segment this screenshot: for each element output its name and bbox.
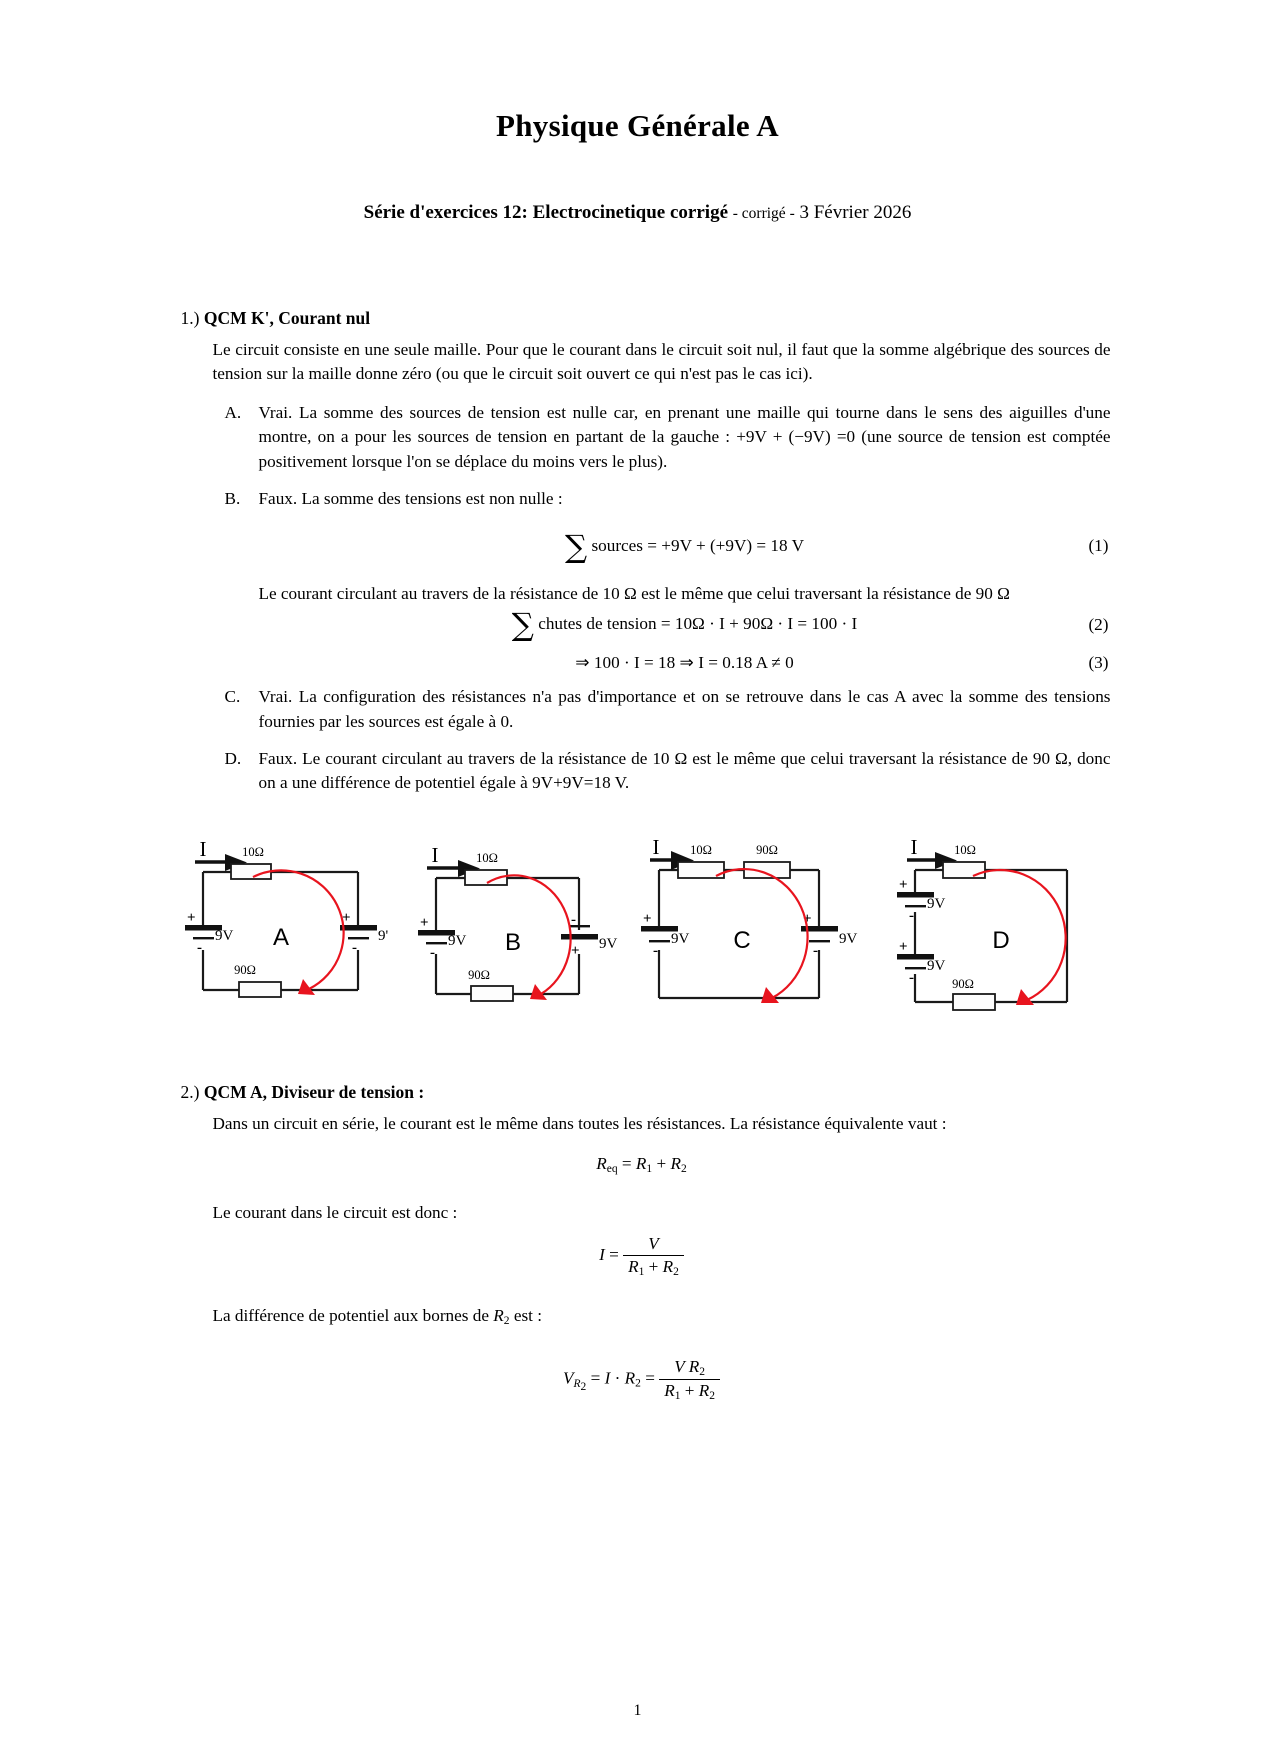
- circuit-c-resistor-1-label: 10Ω: [689, 842, 712, 857]
- choice-a-marker: A.: [224, 402, 242, 422]
- equation-2-number: (2): [1088, 614, 1109, 634]
- page-title: Physique Générale A: [496, 108, 779, 143]
- choice-a-text: Vrai. La somme des sources de tension est nulle car, en prenant une maille qui tourne dans le sens des aiguilles d'une montre, on a pour les sources de tension en partant de la gauche : +9V + (−9V) =0 (une source de tension est comptée positivement lorsque l'on se déplace du moins vers le plus).: [258, 402, 1111, 471]
- circuit-a-resistor-bottom-label: 90Ω: [233, 962, 256, 977]
- circuit-d-wires: [915, 870, 1067, 1002]
- plus-sign-icon: +: [570, 942, 580, 959]
- choice-c-text: Vrai. La configuration des résistances n'a pas d'importance et on se retrouve dans le cas A avec la somme des tensions fournies par les sources est égale à 0.: [258, 687, 1111, 731]
- circuit-b-resistor-top-label: 10Ω: [475, 850, 498, 865]
- question-1-number: 1.): [180, 308, 200, 328]
- choice-a: [221, 401, 1111, 474]
- circuit-d-loop-arrow: [973, 870, 1066, 1005]
- equation-req-row: [171, 1154, 1113, 1175]
- circuit-c-battery-left-value: 9V: [670, 930, 689, 947]
- circuit-b-battery-right-value: 9V: [598, 935, 617, 952]
- fraction-i: $\frac{V}{R_1 + R_2}$: [623, 1234, 684, 1278]
- plus-sign-icon: +: [642, 910, 652, 927]
- circuit-a-battery-right-value: 9': [377, 927, 388, 944]
- fraction-vr2: $\frac{V R_2}{R_1 + R_2}$: [659, 1357, 720, 1402]
- minus-sign-icon: -: [812, 942, 818, 959]
- plus-sign-icon: +: [898, 938, 908, 955]
- circuit-b: [401, 830, 631, 1030]
- circuit-a-resistor-top-label: 10Ω: [241, 844, 264, 859]
- circuit-b-current-label: I: [431, 842, 438, 867]
- circuit-c: [624, 830, 874, 1030]
- circuit-a-current-label: I: [199, 836, 206, 861]
- equation-3-row: [259, 651, 1111, 675]
- choice-c: [221, 685, 1111, 734]
- choice-b-marker: B.: [224, 489, 241, 509]
- circuit-a-battery-left: [185, 910, 234, 956]
- circuit-d-resistor-bottom-label: 90Ω: [951, 976, 974, 991]
- equation-2-rhs: = 10Ω · I + 90Ω · I = 100 · I: [660, 614, 858, 634]
- question-1-intro: Le circuit consiste en une seule maille. Pour que le courant dans le circuit soit nul, il faut que la somme algébrique des sources de tension sur la maille donne zéro (ou que le circuit soit ouvert ce qui n'est pas le cas ici).: [212, 340, 1111, 384]
- circuit-b-resistor-bottom: [471, 986, 513, 1001]
- subtitle-date: 3 Février 2026: [799, 202, 912, 223]
- subtitle-main: Série d'exercices 12: Electrocinetique corrigé: [363, 202, 729, 223]
- question-2-tail-text: La différence de potentiel aux bornes de $R_2$ est :: [212, 1305, 542, 1327]
- choice-b: [221, 487, 1111, 675]
- circuit-c-resistor-2-label: 90Ω: [755, 842, 778, 857]
- equation-vr2: $V_{R_2} = I \cdot R_2$ = $\frac{V R_2}{R_1 + R_2}$: [171, 1357, 1113, 1402]
- plus-sign-icon: +: [802, 910, 812, 927]
- plus-sign-icon: +: [186, 909, 196, 926]
- circuit-figures: [159, 830, 1159, 1030]
- minus-sign-icon: -: [196, 939, 202, 956]
- minus-sign-icon: -: [351, 939, 357, 956]
- equation-vr2-row: [171, 1357, 1113, 1402]
- choice-d-text: Faux. Le courant circulant au travers de la résistance de 10 Ω est le même que celui traversant la résistance de 90 Ω, donc on a une différence de potentiel égale à 9V+9V=18 V.: [258, 749, 1111, 793]
- question-1-heading: [181, 308, 1113, 329]
- equation-i-row: [171, 1234, 1113, 1278]
- circuit-d-resistor-bottom: [953, 994, 995, 1010]
- circuit-c-label: C: [732, 926, 751, 954]
- question-2-number: 2.): [180, 1081, 200, 1102]
- plus-sign-icon: +: [419, 914, 429, 931]
- circuit-a-loop-arrow: [253, 870, 344, 995]
- equation-2: [259, 607, 1111, 644]
- question-2-heading: [181, 1082, 1113, 1103]
- document-body: [163, 308, 1113, 1402]
- equation-req: $R_{eq} = R_1 + R_2$: [596, 1154, 687, 1176]
- equation-1-row: [259, 528, 1111, 565]
- choice-d-marker: D.: [224, 749, 242, 769]
- question-1: [171, 308, 1113, 796]
- page-number: 1: [633, 1702, 642, 1719]
- circuit-c-battery-right-value: 9V: [838, 930, 857, 947]
- circuit-c-loop-arrow: [716, 869, 808, 1003]
- plus-sign-icon: +: [898, 876, 908, 893]
- equation-2-row: [259, 607, 1111, 644]
- circuit-d-battery-bottom-value: 9V: [926, 957, 945, 974]
- circuit-b-resistor-bottom-label: 90Ω: [467, 967, 490, 982]
- equation-3: ⇒ 100 · I = 18 ⇒ I = 0.18 A ≠ 0: [575, 652, 794, 672]
- equation-2-lhs: chutes de tension: [538, 614, 657, 634]
- subtitle-corrige: - corrigé -: [732, 205, 795, 222]
- plus-sign-icon: +: [341, 909, 351, 926]
- equation-i: I = $\frac{V}{R_1 + R_2}$: [171, 1234, 1113, 1278]
- sigma-icon: ∑: [511, 607, 534, 644]
- minus-sign-icon: -: [429, 944, 435, 961]
- circuit-a-battery-right: [340, 910, 389, 956]
- circuit-d-battery-bottom: [897, 939, 946, 986]
- circuit-d-label: D: [991, 926, 1010, 954]
- circuit-b-loop-arrow: [487, 875, 571, 1000]
- minus-sign-icon: -: [908, 907, 914, 924]
- choice-d: [221, 747, 1111, 796]
- sigma-icon: ∑: [565, 528, 588, 565]
- question-2-mid-text: Le courant dans le circuit est donc :: [212, 1203, 458, 1223]
- circuit-c-current-label: I: [652, 834, 659, 859]
- minus-sign-icon: -: [570, 911, 576, 928]
- question-2-title: QCM A, Diviseur de tension :: [203, 1081, 425, 1102]
- question-1-mid-text: Le courant circulant au travers de la résistance de 10 Ω est le même que celui traversant la résistance de 90 Ω: [258, 583, 1010, 603]
- question-2-intro: Dans un circuit en série, le courant est le même dans toutes les résistances. La résistance équivalente vaut :: [212, 1113, 947, 1133]
- question-1-choices: [171, 401, 1113, 796]
- circuit-a-battery-left-value: 9V: [214, 927, 233, 944]
- circuit-d-resistor-top: [943, 862, 985, 878]
- circuit-d: [877, 830, 1127, 1030]
- equation-1-lhs: sources: [591, 535, 643, 555]
- circuit-d-current-label: I: [910, 834, 917, 859]
- equation-1: [259, 528, 1111, 565]
- choice-c-marker: C.: [224, 687, 241, 707]
- circuit-a-label: A: [272, 923, 289, 951]
- question-1-title: QCM K', Courant nul: [203, 308, 371, 328]
- circuit-d-battery-top: [897, 877, 946, 924]
- document-subtitle: [0, 202, 1275, 224]
- minus-sign-icon: -: [652, 942, 658, 959]
- choice-b-text: Faux. La somme des tensions est non nulle :: [258, 489, 563, 509]
- equation-1-number: (1): [1088, 535, 1109, 555]
- equation-3-number: (3): [1088, 652, 1109, 672]
- question-2: [171, 1082, 1113, 1402]
- circuit-d-battery-top-value: 9V: [926, 895, 945, 912]
- circuit-b-battery-left: [418, 915, 467, 961]
- circuit-a: [173, 830, 403, 1030]
- circuit-b-label: B: [504, 928, 521, 956]
- circuit-d-resistor-top-label: 10Ω: [953, 842, 976, 857]
- circuit-c-battery-left: [641, 911, 690, 959]
- minus-sign-icon: -: [908, 969, 914, 986]
- circuit-c-battery-right: [801, 911, 858, 959]
- equation-1-rhs: = +9V + (+9V) = 18 V: [647, 535, 804, 555]
- circuit-a-resistor-bottom: [239, 982, 281, 997]
- circuit-b-battery-left-value: 9V: [447, 932, 466, 949]
- document-page: [0, 108, 1275, 1758]
